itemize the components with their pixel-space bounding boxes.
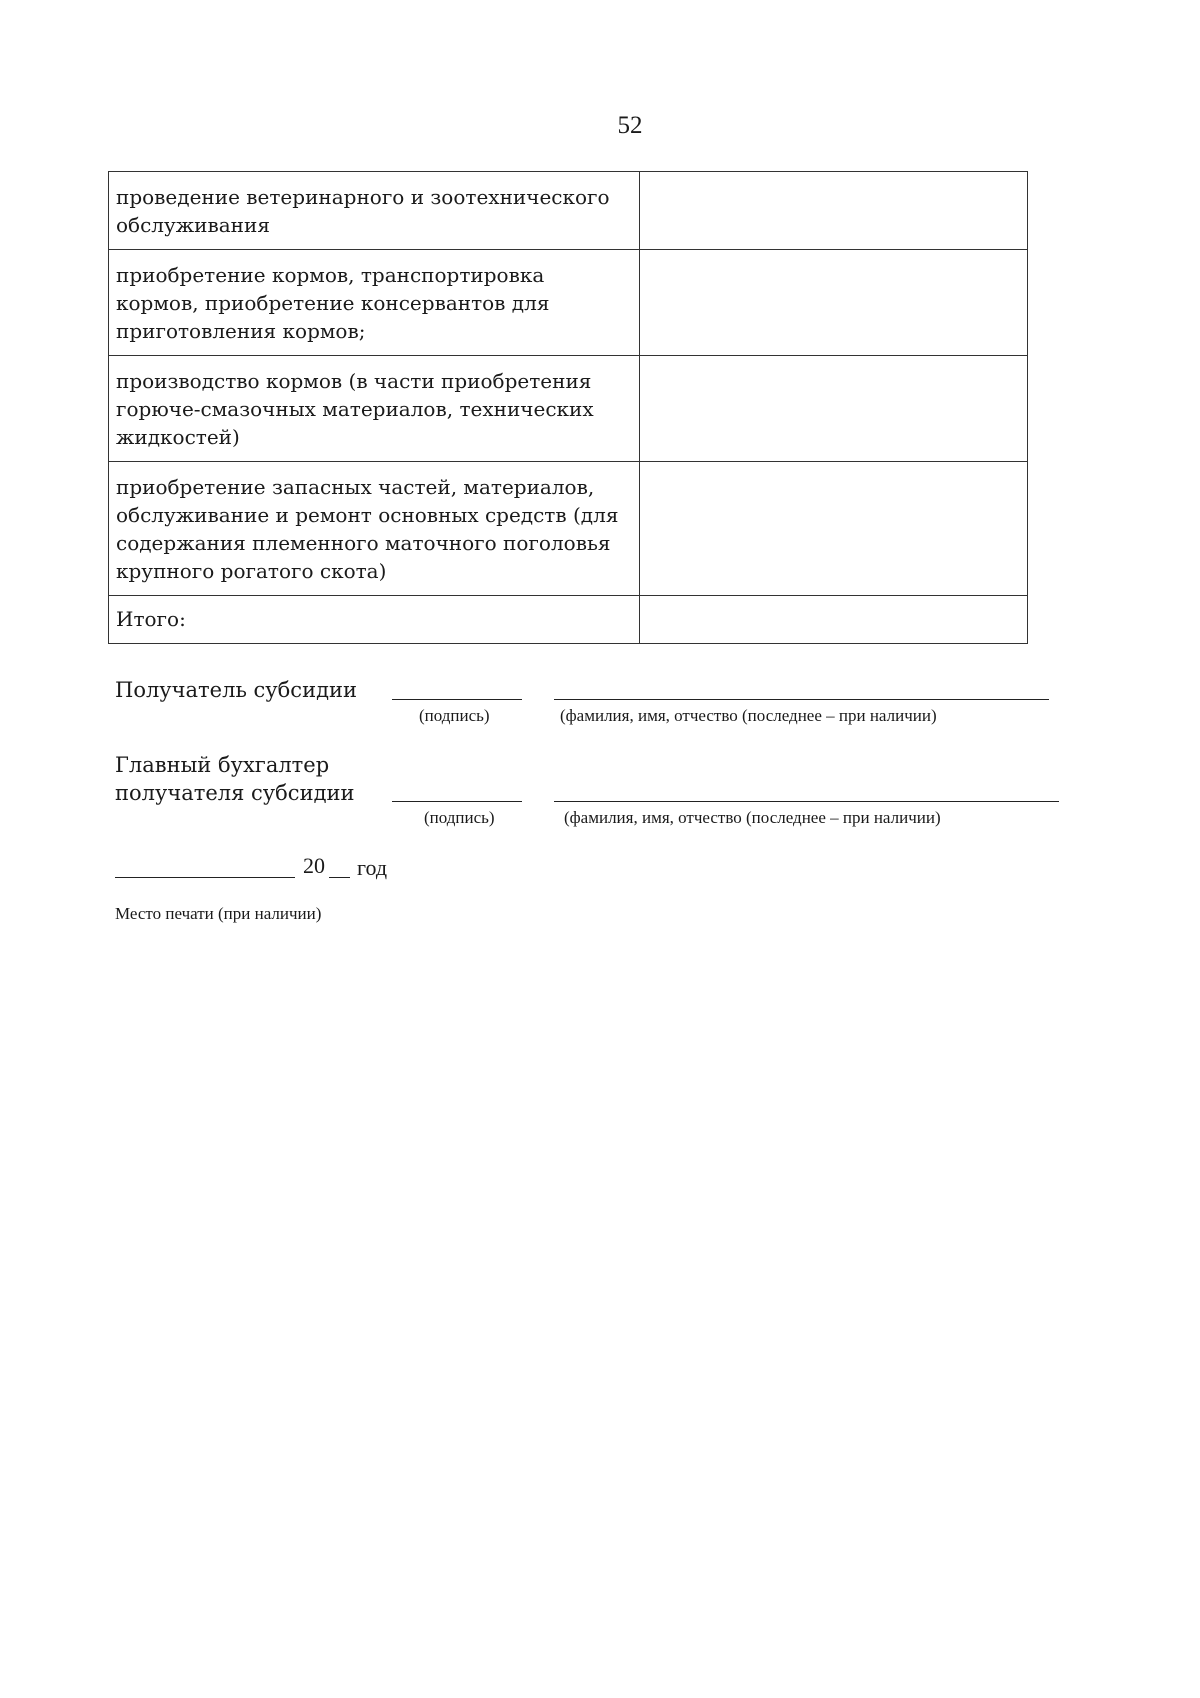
table-row <box>109 356 1028 462</box>
recipient-signature-line[interactable] <box>392 699 522 700</box>
accountant-signature-line[interactable] <box>392 801 522 802</box>
table-row <box>109 172 1028 250</box>
year-prefix: 20 <box>303 853 325 878</box>
accountant-label-line1: Главный бухгалтер <box>115 753 330 777</box>
expenses-table <box>108 171 1028 644</box>
row-value[interactable] <box>640 356 1028 462</box>
accountant-signature-caption: (подпись) <box>424 808 495 827</box>
stamp-note: Место печати (при наличии) <box>115 904 322 923</box>
date-line[interactable] <box>115 877 295 878</box>
row-value[interactable] <box>640 250 1028 356</box>
total-label: Итого: <box>109 596 640 644</box>
table-row-total <box>109 596 1028 644</box>
table-row <box>109 250 1028 356</box>
recipient-name-line[interactable] <box>554 699 1049 700</box>
year-suffix: год <box>357 855 388 880</box>
accountant-label-line2: получателя субсидии <box>115 781 355 805</box>
accountant-name-line[interactable] <box>554 801 1059 802</box>
row-label: производство кормов (в части приобретения горюче-смазочных материалов, технических жидкостей) <box>109 356 640 462</box>
total-value[interactable] <box>640 596 1028 644</box>
row-label: приобретение кормов, транспортировка кормов, приобретение консервантов для приготовления кормов; <box>109 250 640 356</box>
row-label: проведение ветеринарного и зоотехнического обслуживания <box>109 172 640 250</box>
recipient-label: Получатель субсидии <box>115 678 357 702</box>
page-number: 52 <box>617 112 643 139</box>
recipient-name-caption: (фамилия, имя, отчество (последнее – при наличии) <box>560 706 937 725</box>
recipient-signature-caption: (подпись) <box>419 706 490 725</box>
accountant-name-caption: (фамилия, имя, отчество (последнее – при наличии) <box>564 808 941 827</box>
row-value[interactable] <box>640 462 1028 596</box>
row-label: приобретение запасных частей, материалов, обслуживание и ремонт основных средств (для содержания племенного маточного поголовья крупного рогатого скота) <box>109 462 640 596</box>
table-row <box>109 462 1028 596</box>
row-value[interactable] <box>640 172 1028 250</box>
year-line[interactable] <box>329 877 350 878</box>
